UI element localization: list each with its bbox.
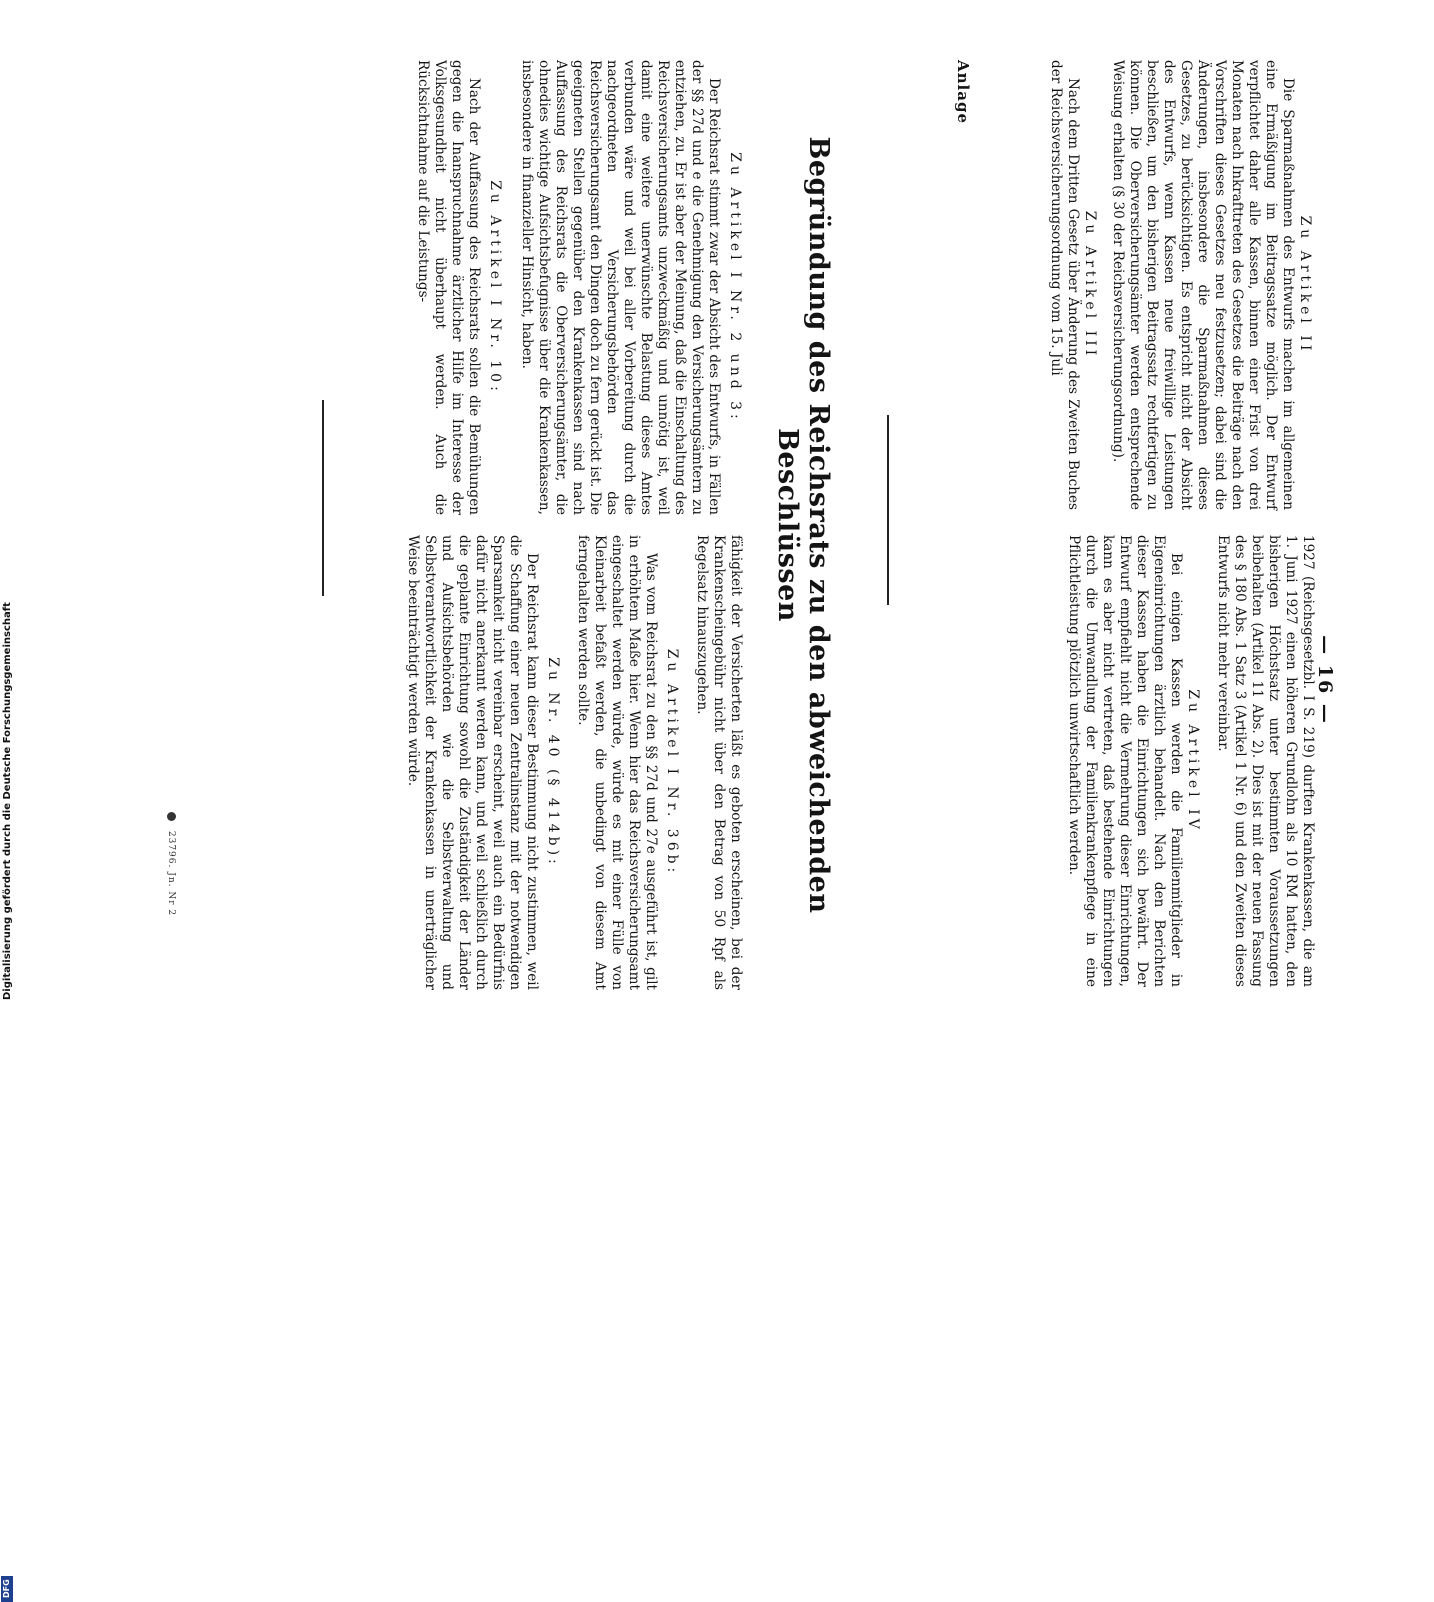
upper-left-column — [1047, 60, 1314, 510]
paragraph: Nach der Auffassung des Reichsrats sollen die Bemühungen gegen die Inanspruchnahme ärztlicher Hilfe im Interesse der Volksgesundheit nicht überhaupt werden. Auch die Rücksichtnahme auf die Leistungs- — [415, 60, 482, 515]
bullet-icon — [167, 812, 176, 821]
lower-right-column — [404, 535, 744, 990]
section-heading-artikel-ii: Zu Artikel II — [1297, 215, 1313, 355]
section-heading-artikel-iv: Zu Artikel IV — [1185, 689, 1201, 833]
printer-note-text: 23796. Jn. Nr 2 — [166, 830, 176, 917]
section-heading: Zu Artikel I Nr. 10: — [487, 180, 503, 395]
paragraph: Bei einigen Kassen werden die Familienmitglieder in Eigeneinrichtungen ärztlich behandelt. Nach den Berichten dieser Kassen haben die Einrichtungen sich bewährt. Der Entwurf empfiehlt nicht die Vermehrung dieser Einrichtungen, kann es aber nicht vertreten, daß bestehende Einrichtungen durch die Umwandlung der Familienkrankenpflege in eine Pflichtleistung plötzlich unwirtschaftlich werden. — [1066, 535, 1184, 987]
paragraph: Was vom Reichsrat zu den §§ 27d und 27e ausgeführt ist, gilt in erhöhtem Maße hier. Wenn hier das Reichsversicherungsamt eingeschaltet werden würde, würde es mit einer Fülle von Kleinarbeit befaßt werden, die unbedingt von diesem Amt ferngehalten werden sollte. — [575, 535, 659, 990]
section-heading-artikel-iii: Zu Artikel III — [1082, 210, 1098, 360]
page-number: — 16 — — [1314, 635, 1336, 725]
section-heading: Zu Artikel I Nr. 36b: — [664, 648, 680, 877]
lower-left-column — [414, 60, 744, 515]
main-title: Begründung des Reichsrats zu den abweichenden Beschlüssen — [772, 136, 834, 914]
digitization-strip — [0, 602, 14, 1599]
digitization-notice: Digitalisierung gefördert durch die Deutsche Forschungsgemeinschaft — [2, 602, 13, 1000]
paragraph: fähigkeit der Versicherten läßt es geboten erscheinen, bei der Krankenscheingebühr nicht über den Betrag von 50 Rpf als Regelsatz hinauszugehen. — [694, 535, 744, 990]
paragraph: Der Reichsrat stimmt zwar der Absicht des Entwurfs, in Fällen der §§ 27d und e die Genehmigung den Versicherungsämtern zu entziehen, zu. Er ist aber der Meinung, daß die Einschaltung des Reichsversicherungsamts unzweckmäßig und unnötig ist, weil damit eine weitere unerwünschte Belastung dieses Amtes verbunden wäre und weil bei aller Vorbereitung durch die nachgeordneten Versicherungsbehörden das Reichsversicherungsamt den Dingen doch zu fern gerückt ist. Die geeigneten Stellen gegenüber den Krankenkassen sind nach Auffassung des Reichsrats die Oberversicherungsämter, die ohnedies wichtige Aufsichtsbefugnisse über die Krankenkassen, insbesondere in finanzieller Hinsicht, haben. — [519, 60, 722, 515]
divider — [322, 400, 324, 596]
upper-right-column — [1065, 535, 1316, 987]
printer-note — [166, 812, 176, 992]
section-heading: Zu Nr. 40 (§ 414b): — [545, 657, 561, 868]
divider — [887, 415, 889, 605]
section-heading: Zu Artikel I Nr. 2 und 3: — [727, 152, 743, 423]
paragraph: 1927 (Reichsgesetzbl. I S. 219) durften Krankenkassen, die am 1. Juni 1927 einen höheren Grundlohn als 10 RM hatten, den bisherigen Höchstsatz unter bestimmten Voraussetzungen beibehalten (Artikel 11 Abs. 2). Dies ist mit der neuen Fassung des § 180 Abs. 1 Satz 3 (Artikel 1 Nr. 6) und den Zweiten dieses Entwurfs nicht mehr vereinbar. — [1215, 535, 1316, 987]
anlage-label: Anlage — [954, 60, 972, 124]
paragraph: Die Sparmaßnahmen des Entwurfs machen im allgemeinen eine Ermäßigung im Beitragssatze möglich. Der Entwurf verpflichtet daher alle Kassen, binnen einer Frist von drei Monaten nach Inkrafttreten des Gesetzes die Beiträge nach den Vorschriften dieses Gesetzes neu festzusetzen; dabei sind die Änderungen, insbesondere die Sparmaßnahmen dieses Gesetzes, zu berücksichtigen. Es entspricht nicht der Absicht des Entwurfs, wenn Kassen neue freiwillige Leistungen beschließen, um den bisherigen Beitragssatz rechtfertigen zu können. Die Oberversicherungsämter werden entsprechende Weisung erhalten (§ 30 der Reichsversicherungsordnung). — [1110, 60, 1296, 510]
paragraph: Der Reichsrat kann dieser Bestimmung nicht zustimmen, weil die Schaffung einer neuen Zentralinstanz mit der notwendigen Sparsamkeit nicht vereinbar erscheint, weil auch ein Bedürfnis dafür nicht anerkannt werden kann, und weil schließlich durch die geplante Einrichtung sowohl die Zuständigkeit der Länder und Aufsichtsbehörden wie die Selbstverwaltung und Selbstverantwortlichkeit der Krankenkassen in unerträglicher Weise beeinträchtigt werden würde. — [405, 535, 540, 990]
dfg-logo: DFG — [1, 1576, 13, 1602]
paragraph: Nach dem Dritten Gesetz über Änderung des Zweiten Buches der Reichsversicherungsordnung vom 15. Juli — [1048, 60, 1081, 510]
